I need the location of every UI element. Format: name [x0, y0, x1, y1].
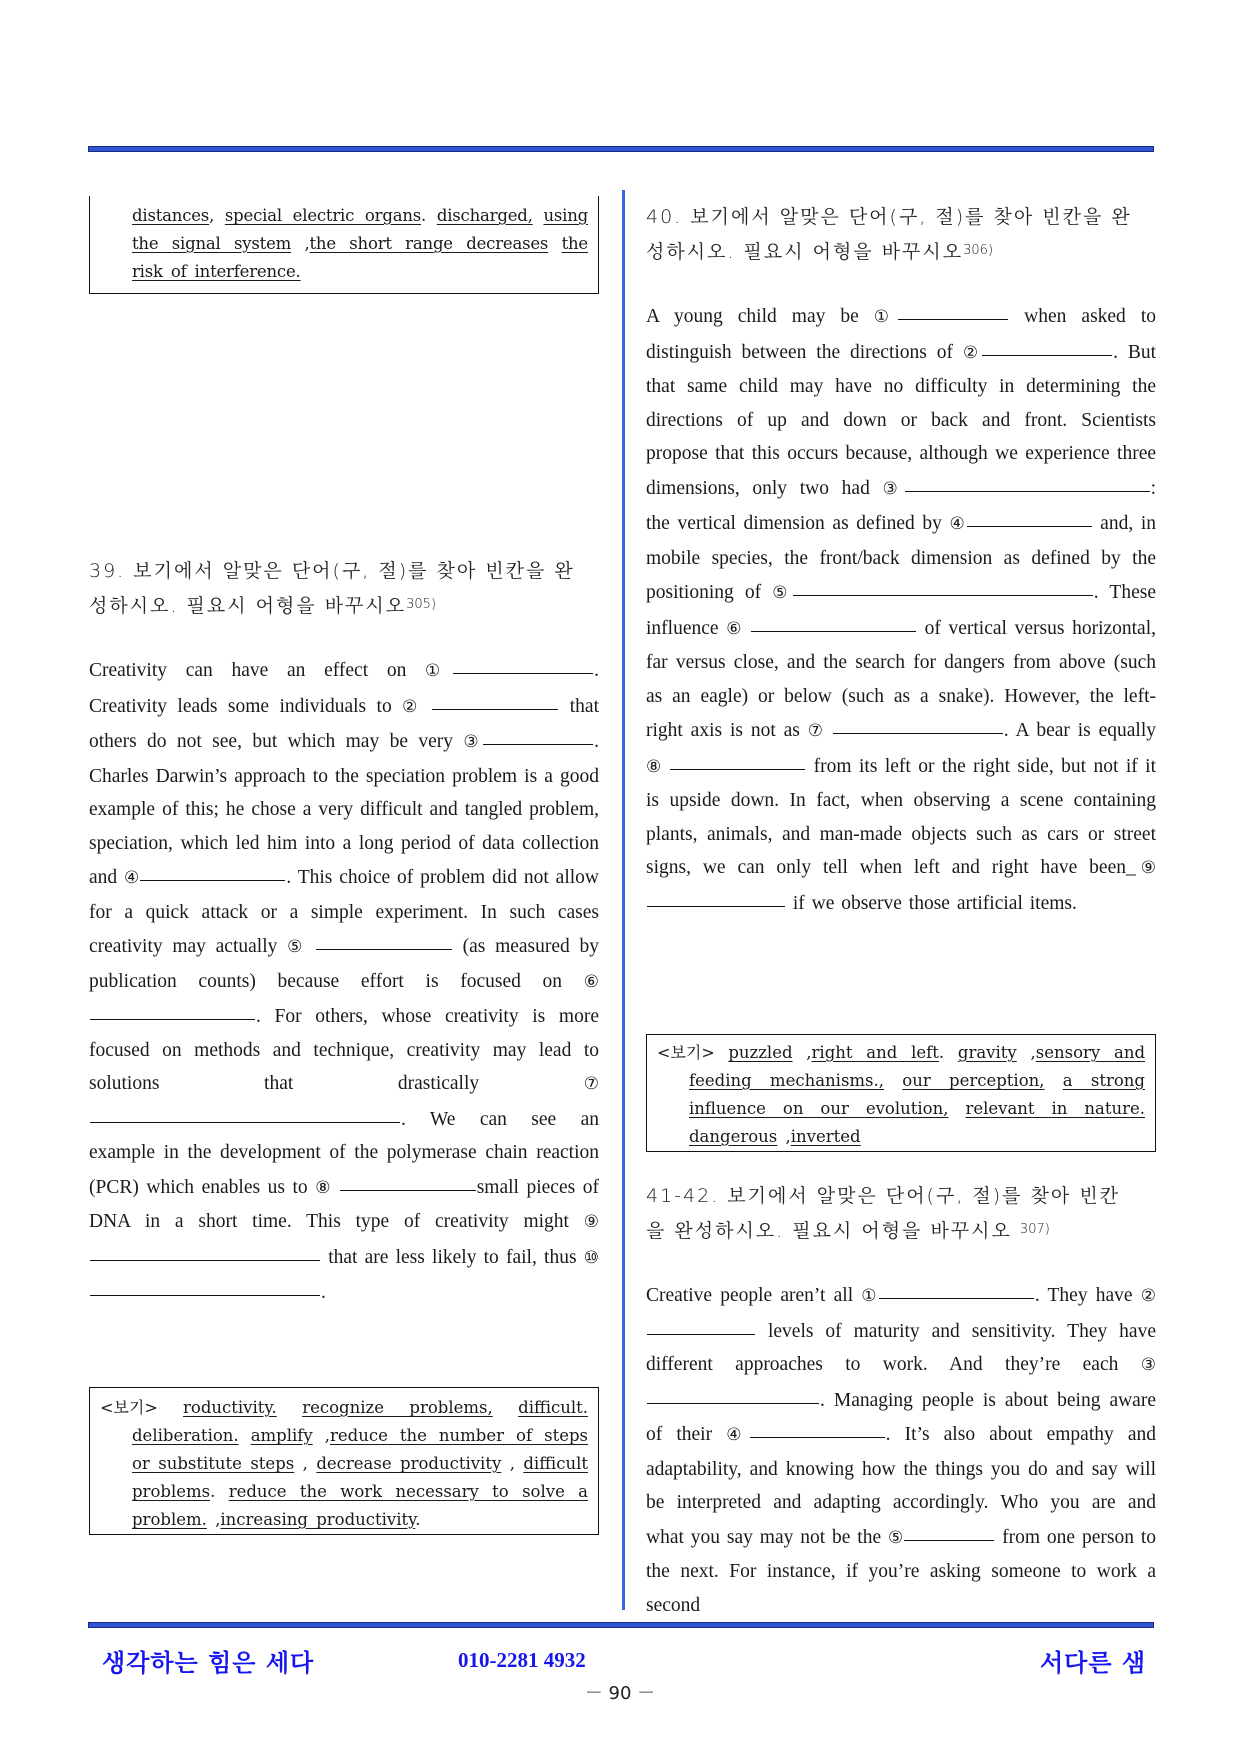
question-41-42-passage: Creative people aren’t all ① . They have ② levels of maturity and sensitivity. They have different approaches to work. And they’re each ③. Managing people is about being aware of their ④ . It’s also about empathy and adaptability, and knowing how the things you do and say will be interpreted and adapting accordingly. Who you are and what you say may not be the ⑤ from one person to the next. For instance, if you’re asking someone to work a second — [646, 1278, 1156, 1622]
blank-number: ⑤ — [772, 583, 792, 603]
word-choice: roductivity. — [183, 1398, 277, 1417]
word-choice: reduce the number of steps or substitute steps — [132, 1426, 588, 1473]
blank-number: ① — [861, 1286, 878, 1306]
word-choice: right and left — [811, 1043, 939, 1062]
blank-number: ④ — [726, 1425, 749, 1445]
fill-in-blank[interactable] — [90, 1238, 320, 1261]
blank-number: ② — [1140, 1286, 1156, 1306]
word-choice: deliberation. — [132, 1426, 239, 1445]
blank-number: ③ — [882, 478, 904, 499]
blank-number: ⑥ — [583, 971, 599, 992]
fill-in-blank[interactable] — [316, 927, 452, 950]
question-39-title: 39. 보기에서 알맞은 단어(구, 절)를 찾아 빈칸을 완 성하시오. 필요시 어형을 바꾸시오$^{305)}$ — [89, 560, 575, 617]
blank-number: ③ — [463, 732, 483, 752]
previous-word-box-text: distances, special electric organs. discharged, using the signal system ,the short range decreases the risk of interference. — [132, 206, 589, 281]
blank-number: ⑧ — [315, 1177, 332, 1198]
blank-number: ⑥ — [726, 618, 743, 639]
question-39-word-box-text: <보기> roductivity. recognize problems, difficult. deliberation. amplify ,reduce the number of steps or substitute steps , decrease productivity , difficult problems. reduce the work necessary to solve a problem. ,increasing productivity. — [100, 1398, 589, 1529]
question-39-passage: Creativity can have an effect on ① . Creativity leads some individuals to ② that others do not see, but which may be very ③ . Charles Darwin’s approach to the speciation problem is a good example of this; he chose a very difficult and tangled problem, speciation, which led him into a long period of data collection and ④ . This choice of problem did not allow for a quick attack or a simple experiment. In such cases creativity may actually ⑤ (as measured by publication counts) because effort is focused on ⑥. For others, whose creativity is more focused on methods and technique, creativity may lead to solutions that drastically ⑦. We can see an example in the development of the polymerase chain reaction (PCR) which enables us to ⑧ small pieces of DNA in a short time. This type of creativity might ⑨ that are less likely to fail, thus ⑩. — [89, 653, 599, 1310]
word-choice: puzzled — [728, 1043, 793, 1062]
blank-number: ① — [425, 661, 453, 681]
fill-in-blank[interactable] — [670, 747, 805, 770]
question-40-word-box-text: <보기> puzzled ,right and left. gravity ,sensory and feeding mechanisms., our perception, a strong influence on our evolution, relevant in nature. dangerous ,inverted — [657, 1043, 1146, 1146]
word-box-label: <보기> — [100, 1398, 183, 1417]
fill-in-blank[interactable] — [90, 997, 255, 1020]
word-choice: recognize problems, — [302, 1398, 493, 1417]
fill-in-blank[interactable] — [340, 1168, 476, 1191]
fill-in-blank[interactable] — [905, 469, 1150, 492]
word-choice: difficult problems — [132, 1454, 588, 1501]
fill-in-blank[interactable] — [879, 1276, 1034, 1299]
question-39-word-box — [89, 1387, 599, 1535]
word-choice: reduce the work necessary to solve a problem. — [132, 1482, 588, 1529]
question-41-42 — [646, 1180, 1156, 1622]
fill-in-blank[interactable] — [898, 297, 1008, 320]
footer-phone: 010-2281 4932 — [458, 1648, 586, 1672]
previous-word-box — [89, 196, 599, 294]
word-choice: amplify — [250, 1426, 313, 1445]
blank-number: ② — [402, 696, 421, 717]
fill-in-blank[interactable] — [453, 651, 593, 674]
question-40-passage: A young child may be ① when asked to distinguish between the directions of ② . But that same child may have no difficulty in determining the directions of up and down or back and front. Scientists propose that this occurs because, although we experience three dimensions, only two had ③ : the vertical dimension as defined by ④ and, in mobile species, the front/back dimension as defined by the positioning of ⑤ . These influence ⑥ of vertical versus horizontal, far versus close, and the search for dangers from above (such as an eagle) or below (such as a snake). However, the left-right axis is not as ⑦ . A bear is equally ⑧ from its left or the right side, but not if it is upside down. In fact, when observing a scene containing plants, animals, and man-made objects such as cars or street signs, we can only tell when left and right have been_⑨ if we observe those artificial items. — [646, 299, 1156, 920]
fill-in-blank[interactable] — [982, 333, 1112, 356]
fill-in-blank[interactable] — [750, 1415, 885, 1438]
blank-number: ⑤ — [888, 1527, 904, 1548]
blank-number: ⑨ — [583, 1212, 599, 1232]
blank-number: ⑨ — [1135, 858, 1156, 878]
word-choice: relevant in nature. — [965, 1099, 1145, 1118]
fill-in-blank[interactable] — [90, 1273, 320, 1296]
word-choice: increasing productivity — [220, 1510, 416, 1529]
word-choice: our perception, — [902, 1071, 1045, 1090]
blank-number: ⑦ — [807, 721, 824, 741]
word-choice: gravity — [957, 1043, 1017, 1062]
question-40-word-box — [646, 1034, 1156, 1152]
fill-in-blank[interactable] — [432, 687, 558, 710]
word-choice: decrease productivity — [316, 1454, 502, 1473]
blank-number: ③ — [1140, 1355, 1156, 1375]
footer-rule — [88, 1622, 1154, 1628]
fill-in-blank[interactable] — [967, 504, 1092, 527]
word-choice: sensory and feeding mechanisms., — [689, 1043, 1146, 1090]
question-41-42-title: 41-42. 보기에서 알맞은 단어(구, 절)를 찾아 빈칸 을 완성하시오. 필요시 어형을 바꾸시오 $^{307)}$ — [646, 1185, 1121, 1242]
word-choice: inverted — [790, 1127, 861, 1146]
fill-in-blank[interactable] — [793, 573, 1093, 596]
header-rule — [88, 146, 1154, 152]
blank-number: ① — [873, 307, 898, 327]
question-39 — [89, 555, 599, 1310]
fill-in-blank[interactable] — [904, 1518, 994, 1541]
word-box-label: <보기> — [657, 1043, 729, 1062]
page-number: － 90 － — [584, 1683, 656, 1704]
question-40 — [646, 201, 1156, 920]
fill-in-blank[interactable] — [751, 609, 916, 632]
fill-in-blank[interactable] — [647, 1312, 755, 1335]
blank-number: ④ — [124, 868, 140, 888]
blank-number: ⑩ — [583, 1247, 599, 1268]
word-choice: difficult. — [518, 1398, 589, 1417]
blank-number: ⑧ — [646, 756, 662, 777]
fill-in-blank[interactable] — [90, 1100, 400, 1123]
fill-in-blank[interactable] — [833, 711, 1003, 734]
word-choice: dangerous — [689, 1127, 778, 1146]
fill-in-blank[interactable] — [647, 1381, 819, 1404]
fill-in-blank[interactable] — [483, 722, 593, 745]
footer-author: 서다른 샘 — [1040, 1649, 1147, 1677]
blank-number: ⑦ — [583, 1074, 599, 1094]
fill-in-blank[interactable] — [647, 884, 785, 907]
footer-slogan: 생각하는 힘은 세다 — [102, 1649, 315, 1677]
word-choice: a strong influence on our evolution, — [689, 1071, 1145, 1118]
fill-in-blank[interactable] — [140, 858, 285, 881]
column-divider — [622, 190, 625, 1610]
blank-number: ② — [962, 342, 982, 363]
blank-number: ⑤ — [287, 937, 306, 957]
blank-number: ④ — [949, 514, 966, 534]
question-40-title: 40. 보기에서 알맞은 단어(구, 절)를 찾아 빈칸을 완 성하시오. 필요시 어형을 바꾸시오$^{306)}$ — [646, 206, 1132, 263]
